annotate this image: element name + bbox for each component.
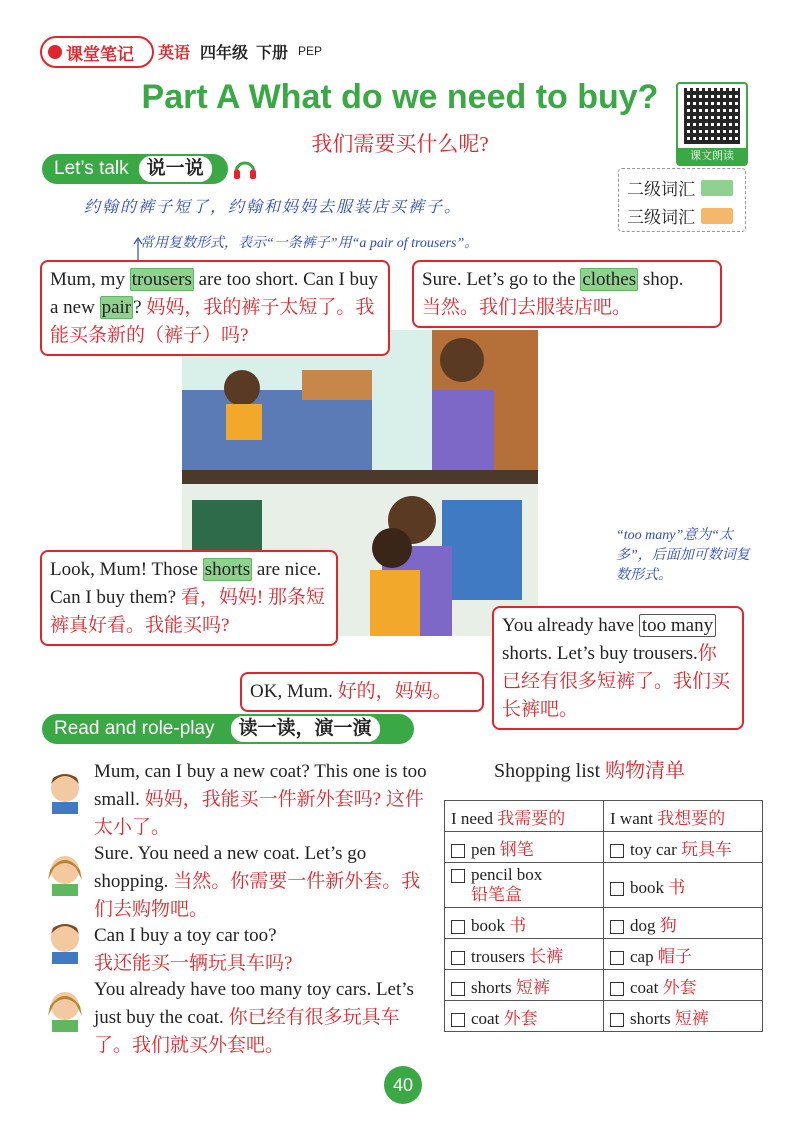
item-cn: 狗 [659,915,677,935]
checkbox[interactable] [610,951,624,965]
read-play-en: Read and role-play [54,718,215,739]
speech-bubble-mum-1 [412,260,722,328]
shopping-list-title [494,754,685,783]
dialogue-line-3 [94,922,434,978]
legend-level2 [627,175,733,200]
item-cn: 钢笔 [499,839,534,859]
header-cell-cn: 我想要的 [657,808,726,828]
bubble1-cn: 妈妈，我的裤子太短了。我能买条新的（裤子）吗? [50,297,375,346]
vocab-shorts: shorts [204,559,251,580]
table-cell[interactable] [604,970,763,1001]
item-cn: 书 [509,915,527,935]
dialogue-1-cn: 妈妈，我能买一件新外套吗? 这件太小了。 [94,789,424,838]
dialogue-2-cn: 当然。你需要一件新外套。我们去购物吧。 [94,871,421,920]
section-read-role-play [42,714,414,744]
table-cell[interactable] [604,1001,763,1032]
dialogue-line-2 [94,840,434,924]
page-subtitle: 我们需要买什么呢? [311,132,489,156]
speech-bubble-john-2 [40,550,338,646]
bubble3-text-a: Look, Mum! Those [50,559,203,580]
table-cell[interactable] [604,863,763,908]
checkbox[interactable] [451,1013,465,1027]
edition-label: PEP [298,44,323,58]
girl-avatar-icon [44,850,86,896]
item-cn: 短裤 [674,1008,709,1028]
lets-talk-cn: 说一说 [137,154,214,184]
table-cell[interactable] [604,939,763,970]
vocab-pair: pair [101,297,132,318]
subject-label: 英语 [158,45,191,62]
item-en: toy car [630,839,681,859]
speech-bubble-mum-2 [492,606,744,730]
speech-bubble-john-3 [240,672,484,712]
bubble3-cn: 看，妈妈! 那条短裤真好看。我能买吗? [50,587,325,636]
bubble4-cn: 你已经有很多短裤了。我们买长裤吧。 [502,643,731,720]
table-row [445,970,763,1001]
shopping-list-table [444,800,763,1032]
item-en: dog [630,915,660,935]
bubble1-text-a: Mum, my [50,269,130,290]
table-row [445,863,763,908]
checkbox[interactable] [610,920,624,934]
dialogue-3-en: Can I buy a toy car too? [94,925,277,946]
dialogue-4-en: You already have too many toy cars. Let’s just buy the coat. [94,979,414,1028]
checkbox[interactable] [451,951,465,965]
legend-level3-swatch [701,208,733,224]
header-i-need [445,801,604,832]
table-row [445,1001,763,1032]
qr-label: 课文朗读 [678,148,746,164]
header-i-want [604,801,763,832]
note-pair: 常用复数形式，表示“一条裤子”用“a pair of trousers”。 [140,236,479,251]
bubble5-text-a: OK, Mum. [250,681,338,702]
item-en: book [471,915,510,935]
item-en: trousers [471,946,530,966]
item-cn: 外套 [503,1008,538,1028]
vocab-clothes: clothes [582,269,637,290]
girl-avatar-icon [44,986,86,1032]
brand-badge [40,36,154,68]
item-en: coat [471,1008,504,1028]
bubble1-text-b: are too short. Can I buy a new [50,269,379,318]
table-cell[interactable] [445,908,604,939]
dialogue-line-1 [94,758,434,842]
checkbox[interactable] [610,982,624,996]
table-cell[interactable] [445,832,604,863]
bubble4-text-b: shorts. Let’s buy trousers. [502,643,698,664]
item-cn: 铅笔盒 [471,885,522,904]
qr-code[interactable] [676,82,748,166]
dialogue-2-en: Sure. You need a new coat. Let’s go shopping. [94,843,367,892]
checkbox[interactable] [451,982,465,996]
dialogue-line-4 [94,976,434,1060]
shopping-list-title-en: Shopping list [494,760,606,782]
bubble5-cn: 好的，妈妈。 [337,681,452,702]
boy-avatar-icon [44,768,86,814]
checkbox[interactable] [610,1013,624,1027]
shopping-list-title-cn: 购物清单 [605,760,686,782]
grade-label: 四年级 [200,45,249,62]
intro-note: 约翰的裤子短了，约翰和妈妈去服装店买裤子。 [84,199,463,216]
phrase-too-many: too many [639,614,716,637]
header-cell-en: I need [451,808,498,828]
brand-dot-icon [48,45,62,59]
bubble2-cn: 当然。我们去服装店吧。 [422,297,632,318]
item-cn: 玩具车 [680,839,732,859]
item-en: shorts [471,977,516,997]
page-number: 40 [384,1066,422,1104]
dialogue-3-cn: 我还能买一辆玩具车吗? [94,953,293,974]
table-cell[interactable] [445,863,604,908]
bubble2-text-a: Sure. Let’s go to the [422,269,581,290]
header-cell-en: I want [610,808,658,828]
bubble2-text-b: shop. [638,269,684,290]
boy-avatar-icon [44,918,86,964]
item-cn: 短裤 [515,977,550,997]
dialogue-4-cn: 你已经有很多玩具车了。我们就买外套吧。 [94,1007,400,1056]
table-row [445,939,763,970]
brand-label: 课堂笔记 [66,44,134,64]
lets-talk-en: Let’s talk [54,158,129,179]
header-cell-cn: 我需要的 [497,808,566,828]
legend-level3-label: 三级词汇 [627,208,695,227]
legend-level3 [627,203,733,228]
bubble4-text-a: You already have [502,615,639,636]
checkbox[interactable] [451,920,465,934]
headphones-icon[interactable] [232,156,258,182]
vocab-trousers: trousers [131,269,192,290]
item-cn: 书 [668,877,686,897]
checkbox[interactable] [610,844,624,858]
table-header-row [445,801,763,832]
item-en: book [630,877,669,897]
table-row [445,908,763,939]
table-cell[interactable] [604,832,763,863]
vocab-legend [618,168,746,232]
speech-bubble-john-1 [40,260,390,356]
bubble1-text-c: ? [133,297,147,318]
item-en: pencil box [471,865,543,884]
table-cell[interactable] [445,1001,604,1032]
checkbox[interactable] [451,844,465,858]
table-row [445,832,763,863]
dialogue-1-en: Mum, can I buy a new coat? This one is too small. [94,761,427,810]
item-en: cap [630,946,658,966]
table-cell[interactable] [604,908,763,939]
item-en: coat [630,977,663,997]
item-cn: 外套 [662,977,697,997]
bubble3-text-b: are nice. Can I buy them? [50,559,322,608]
qr-code-icon [684,88,740,144]
table-cell[interactable] [445,939,604,970]
item-en: shorts [630,1008,675,1028]
legend-level2-swatch [701,180,733,196]
section-lets-talk [42,154,228,184]
legend-level2-label: 二级词汇 [627,180,695,199]
checkbox[interactable] [451,869,465,883]
volume-label: 下册 [256,45,289,62]
item-en: pen [471,839,500,859]
checkbox[interactable] [610,882,624,896]
page-title: Part A What do we need to buy? [141,78,659,116]
read-play-cn: 读一读，演一演 [229,714,382,744]
item-cn: 帽子 [657,946,692,966]
item-cn: 长裤 [529,946,564,966]
note-too-many: “too many”意为“太多”，后面加可数词复数形式。 [616,528,750,583]
table-cell[interactable] [445,970,604,1001]
